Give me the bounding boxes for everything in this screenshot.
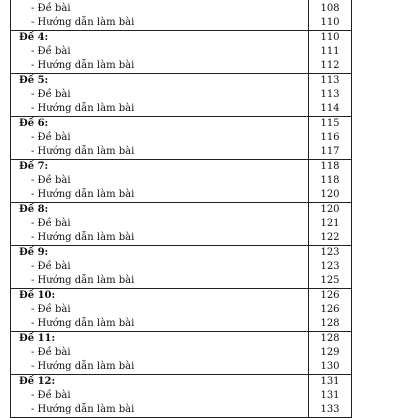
toc-entry [11,303,351,317]
toc-page-number: 131 [308,375,351,389]
toc-page-number: 123 [308,260,351,274]
toc-page-number: 113 [308,88,351,102]
toc-entry [11,102,351,116]
toc-section [11,246,351,289]
toc-page-number: 123 [308,246,351,260]
toc-entry-label: - Hướng dẫn làm bài [31,60,135,71]
toc-entry-label: - Hướng dẫn làm bài [31,361,135,372]
toc-page-number: 110 [308,16,351,30]
toc-entry [11,403,351,417]
toc-entry-label: - Đề bài [31,390,71,401]
toc-page-number: 112 [308,59,351,73]
table-of-contents [10,0,352,418]
toc-page-number: 130 [308,360,351,374]
toc-section [11,375,351,418]
toc-entry [11,188,351,202]
toc-page-number: 111 [308,45,351,59]
toc-entry-label: - Đề bài [31,3,71,14]
toc-section-title: Đề 9: [19,247,49,258]
toc-section-header [11,289,351,303]
toc-entry [11,317,351,331]
toc-page-number: 126 [308,303,351,317]
toc-entry-label: - Đề bài [31,89,71,100]
toc-entry [11,2,351,16]
toc-entry-label: - Hướng dẫn làm bài [31,404,135,415]
toc-page-number: 117 [308,145,351,159]
toc-page-number: 133 [308,403,351,417]
toc-page-number: 129 [308,346,351,360]
toc-page-number: 110 [308,31,351,45]
toc-entry-label: - Hướng dẫn làm bài [31,275,135,286]
toc-entry [11,88,351,102]
toc-entry [11,274,351,288]
toc-entry [11,174,351,188]
toc-entry [11,389,351,403]
toc-entry-label: - Đề bài [31,261,71,272]
toc-page-number: 131 [308,389,351,403]
toc-section-header [11,74,351,88]
toc-entry-label: - Hướng dẫn làm bài [31,318,135,329]
toc-section-title: Đề 12: [19,376,56,387]
toc-page-number: 128 [308,317,351,331]
toc-entry [11,16,351,30]
toc-entry-label: - Hướng dẫn làm bài [31,146,135,157]
toc-section-title: Đề 10: [19,290,56,301]
toc-page-number: 120 [308,203,351,217]
toc-section [11,0,351,31]
toc-page-number: 115 [308,117,351,131]
toc-page-number: 114 [308,102,351,116]
toc-section-header [11,203,351,217]
toc-entry [11,217,351,231]
toc-entry [11,260,351,274]
toc-section [11,289,351,332]
toc-entry [11,346,351,360]
toc-entry [11,145,351,159]
toc-entry-label: - Hướng dẫn làm bài [31,103,135,114]
toc-section [11,332,351,375]
toc-page-number: 122 [308,231,351,245]
toc-entry [11,231,351,245]
toc-page-number: 121 [308,217,351,231]
toc-entry-label: - Đề bài [31,218,71,229]
toc-section-header [11,246,351,260]
toc-entry-label: - Đề bài [31,347,71,358]
toc-entry-label: - Hướng dẫn làm bài [31,189,135,200]
toc-section-title: Đề 11: [19,333,56,344]
toc-entry-label: - Hướng dẫn làm bài [31,232,135,243]
toc-section-header [11,160,351,174]
toc-entry-label: - Đề bài [31,304,71,315]
toc-page-number: 128 [308,332,351,346]
toc-section-header [11,375,351,389]
toc-page-number: 108 [308,2,351,16]
toc-section [11,117,351,160]
toc-section-title: Đề 8: [19,204,49,215]
toc-page-number: 120 [308,188,351,202]
toc-entry-label: - Đề bài [31,46,71,57]
toc-entry-label: - Đề bài [31,175,71,186]
toc-section-title: Đề 5: [19,75,49,86]
toc-section-title: Đề 7: [19,161,49,172]
toc-section [11,203,351,246]
toc-section-title: Đề 4: [19,32,49,43]
toc-entry-label: - Đề bài [31,132,71,143]
toc-page-number: 118 [308,174,351,188]
toc-page-number: 118 [308,160,351,174]
toc-entry-label: - Hướng dẫn làm bài [31,17,135,28]
toc-section-title: Đề 6: [19,118,49,129]
toc-entry [11,59,351,73]
toc-page-number: 126 [308,289,351,303]
toc-section [11,74,351,117]
toc-section [11,160,351,203]
toc-page-number: 125 [308,274,351,288]
toc-page-number: 116 [308,131,351,145]
toc-section-header [11,332,351,346]
toc-entry [11,131,351,145]
toc-entry [11,45,351,59]
toc-entry [11,360,351,374]
toc-page-number: 113 [308,74,351,88]
toc-section-header [11,31,351,45]
toc-section [11,31,351,74]
toc-section-header [11,117,351,131]
